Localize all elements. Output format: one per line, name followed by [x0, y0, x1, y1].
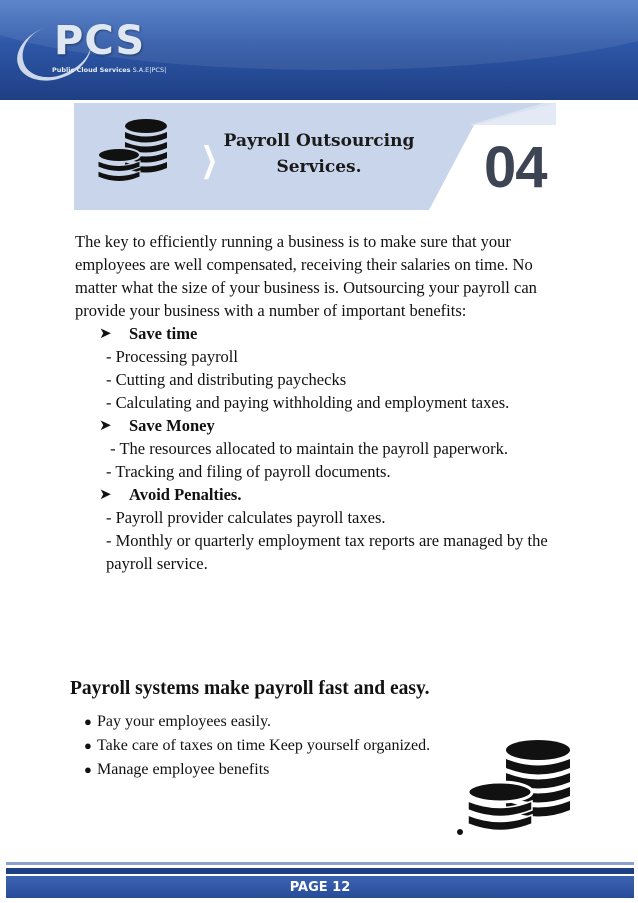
page-header	[0, 0, 638, 100]
list-line: - Calculating and paying withholding and employment taxes.	[106, 393, 510, 412]
list-item-text: Manage employee benefits	[97, 761, 270, 778]
section-number: 04	[484, 135, 547, 200]
section-avoid-penalties	[99, 483, 570, 506]
logo-subtitle	[52, 66, 166, 74]
list-line: - Tracking and filing of payroll documents.	[106, 462, 391, 481]
list-item	[84, 758, 430, 782]
bullet-dot-icon: ●	[84, 714, 92, 729]
pcs-logo	[16, 12, 226, 82]
section-save-money	[99, 414, 570, 437]
section-save-time	[99, 322, 570, 345]
list-line: - Processing payroll	[106, 347, 238, 366]
section-title: Avoid Penalties.	[129, 485, 242, 504]
section-title: Save Money	[129, 416, 215, 435]
list-line: - The resources allocated to maintain the payroll paperwork.	[106, 439, 508, 458]
arrow-bullet-icon: ➤	[99, 485, 112, 503]
logo-text: PCS	[54, 18, 146, 64]
intro-paragraph: The key to efficiently running a business is to make sure that your employees are well compensated, receiving their salaries on time. No matter what the size of your business is. Outsourcing your payroll can provide your business with a number of important benefits:	[75, 232, 537, 320]
list-item	[84, 710, 430, 734]
page-number: PAGE 12	[289, 880, 351, 895]
bullet-dot-icon: ●	[84, 762, 92, 777]
list-line: - Cutting and distributing paychecks	[106, 370, 347, 389]
arrow-bullet-icon: ➤	[99, 416, 112, 434]
list-item	[84, 734, 430, 758]
main-content	[75, 230, 570, 575]
coins-stack-icon	[466, 738, 574, 842]
systems-heading: Payroll systems make payroll fast and easy.	[70, 678, 430, 699]
section-banner	[74, 103, 556, 210]
systems-bullet-list	[84, 710, 430, 782]
logo-subtitle-main: Public Cloud Services	[52, 66, 131, 74]
bullet-dot-icon: ●	[84, 738, 92, 753]
list-line: - Payroll provider calculates payroll taxes.	[106, 508, 386, 527]
section-title: Save time	[129, 324, 198, 343]
list-line: - Monthly or quarterly employment tax reports are managed by the payroll service.	[106, 531, 548, 573]
chevron-right-icon: ❯	[200, 140, 218, 180]
logo-subtitle-suffix: S.A.E|PCS|	[132, 66, 167, 74]
footer-rule	[6, 862, 634, 876]
coins-stack-icon	[96, 118, 170, 188]
list-item-text: Pay your employees easily.	[97, 713, 272, 730]
list-item-text: Take care of taxes on time Keep yourself organized.	[97, 737, 431, 754]
arrow-bullet-icon: ➤	[99, 324, 112, 342]
decorative-dot	[457, 829, 463, 835]
page-footer	[6, 876, 634, 898]
banner-title: Payroll Outsourcing Services.	[223, 131, 415, 177]
